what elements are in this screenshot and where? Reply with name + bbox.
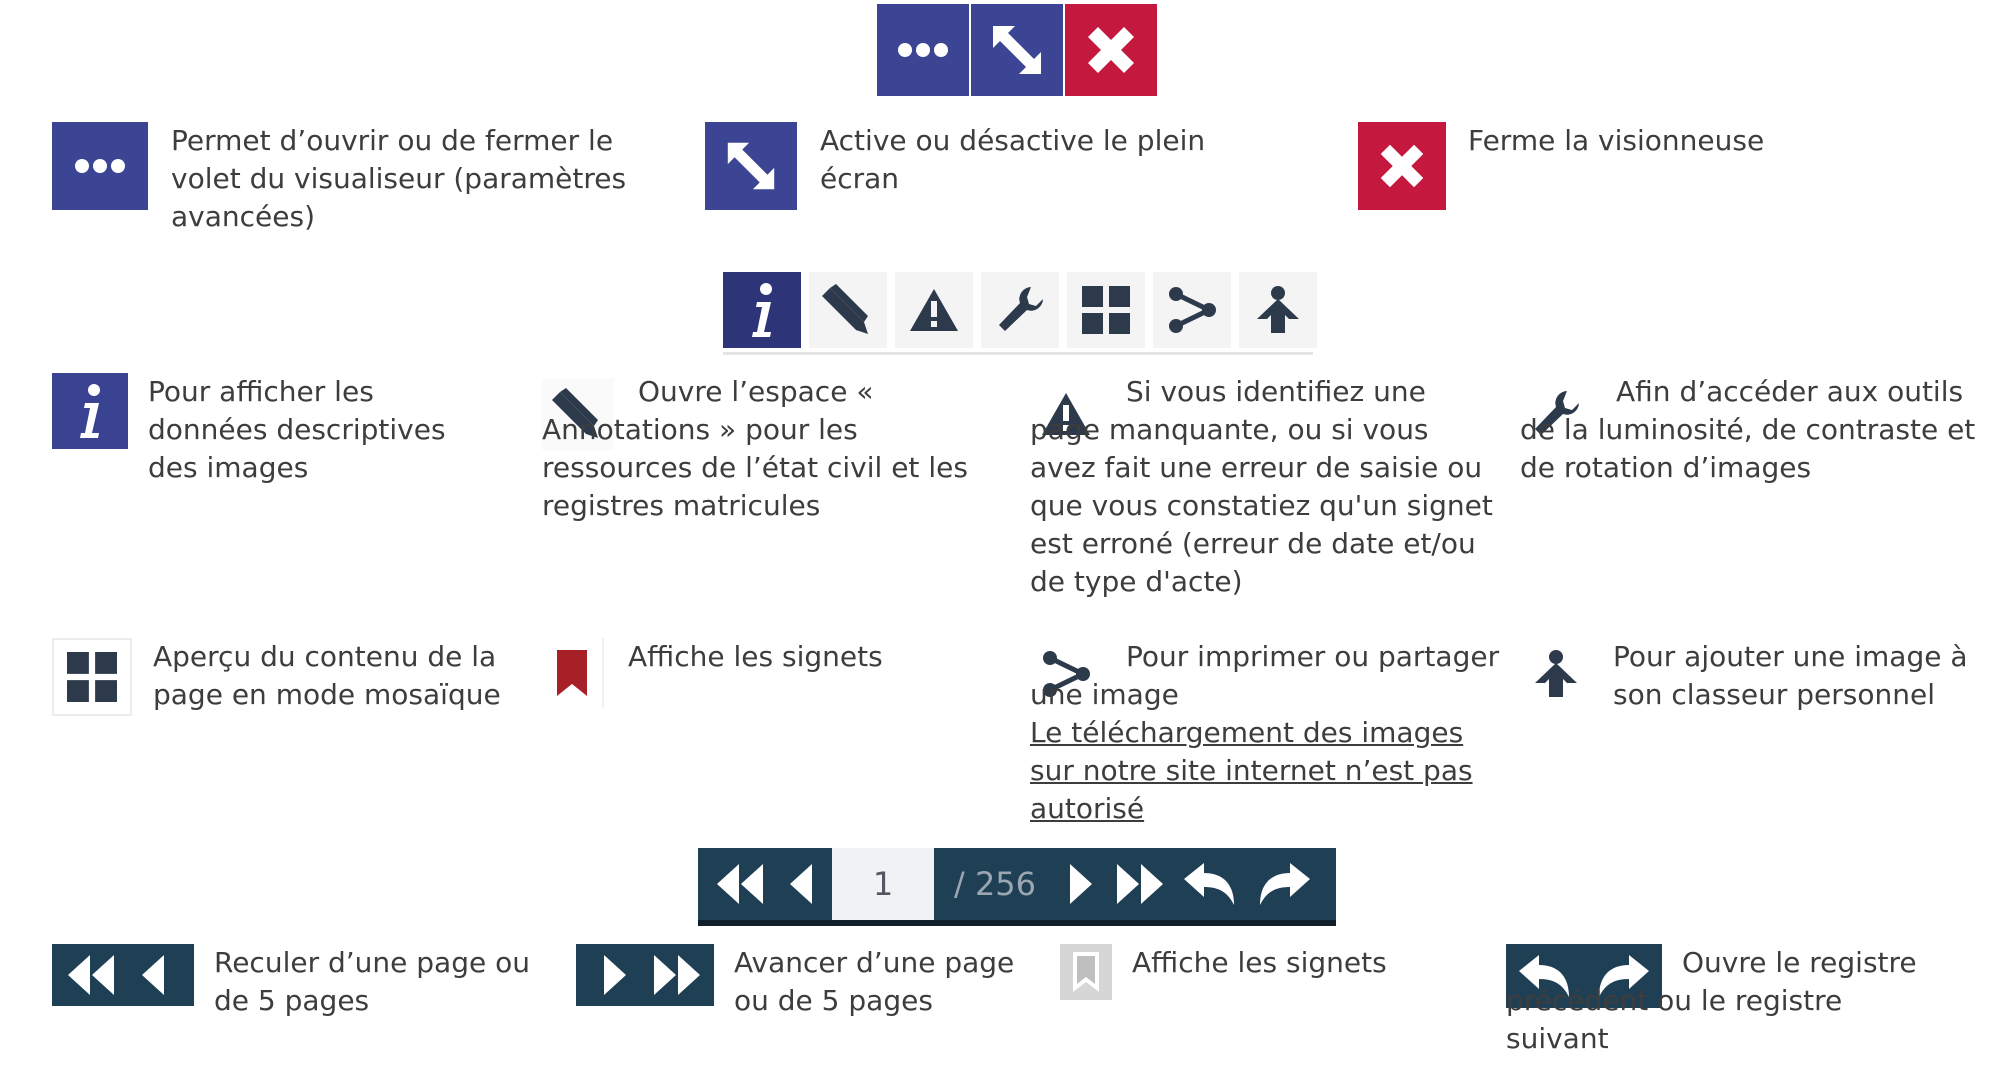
toolbar-annotations-button[interactable] xyxy=(809,272,891,348)
legend-forward-text: Avancer d’une page ou de 5 pages xyxy=(734,946,1015,1017)
page-total-label: / 256 xyxy=(953,865,1037,903)
toolbar-info-button[interactable] xyxy=(723,272,805,348)
warning-icon xyxy=(908,287,960,333)
toolbar-report-button[interactable] xyxy=(895,272,977,348)
middle-toolbar xyxy=(723,272,1313,355)
right-arrow-icon xyxy=(1070,864,1092,904)
nav-prev-button[interactable] xyxy=(776,848,826,920)
bookmark-outline-icon xyxy=(1073,952,1099,992)
legend-share-note: Le téléchargement des images sur notre site internet n’est pas autorisé xyxy=(1030,716,1473,825)
toolbar-folder-button[interactable] xyxy=(1239,272,1321,348)
legend-bookmark-text: Affiche les signets xyxy=(628,640,883,673)
legend-rewind-text: Reculer d’une page ou de 5 pages xyxy=(214,946,530,1017)
legend-fullscreen-text: Active ou désactive le plein écran xyxy=(820,124,1206,195)
expand-arrows-icon xyxy=(722,137,780,195)
toolbar-mosaic-button[interactable] xyxy=(1067,272,1149,348)
info-icon xyxy=(747,282,777,338)
legend-mosaic-text: Aperçu du contenu de la page en mode mosaïque xyxy=(153,640,501,711)
legend-bookmark-icon-box xyxy=(542,638,604,708)
redo-arrow-icon xyxy=(1260,863,1310,905)
legend-rewind-icon-box xyxy=(52,944,194,1006)
person-icon xyxy=(1531,649,1581,699)
legend-folder-text: Pour ajouter une image à son classeur personnel xyxy=(1613,640,1968,711)
info-icon xyxy=(75,383,105,439)
double-left-arrow-icon xyxy=(717,864,763,904)
ellipsis-icon xyxy=(74,158,126,174)
forward-icon xyxy=(590,955,700,995)
page-number-input[interactable]: 1 xyxy=(832,848,934,920)
close-icon xyxy=(1377,141,1427,191)
legend-fullscreen-icon-box xyxy=(705,122,797,210)
toolbar-tools-button[interactable] xyxy=(981,272,1063,348)
legend-annotations-text: Ouvre l’espace « Annotations » pour les ressources de l’état civil et les registres matricules xyxy=(542,375,968,522)
nav-first-button[interactable] xyxy=(710,848,770,920)
double-right-arrow-icon xyxy=(1117,864,1163,904)
undo-arrow-icon xyxy=(1184,863,1234,905)
legend-register-text: Ouvre le registre précédent ou le registre suivant xyxy=(1506,946,1917,1055)
legend-forward-icon-box xyxy=(576,944,714,1006)
legend-bookmark-outline-icon-box xyxy=(1060,944,1112,1000)
toolbar-share-button[interactable] xyxy=(1153,272,1235,348)
ellipsis-icon xyxy=(897,42,949,58)
person-icon xyxy=(1253,285,1303,335)
bookmark-icon xyxy=(557,650,587,696)
top-fullscreen-button[interactable] xyxy=(971,4,1063,96)
top-menu-button[interactable] xyxy=(877,4,969,96)
grid-icon xyxy=(67,652,117,702)
nav-last-button[interactable] xyxy=(1110,848,1170,920)
legend-close-icon-box xyxy=(1358,122,1446,210)
grid-icon xyxy=(1082,286,1130,334)
pencil-icon xyxy=(822,284,874,336)
legend-bookmark2-text: Affiche les signets xyxy=(1132,946,1387,979)
legend-report-text: Si vous identifiez une page manquante, ou si vous avez fait une erreur de saisie ou que vous constatiez qu'un signet est erroné (erreur de date et/ou de type d'acte) xyxy=(1030,375,1493,598)
legend-info-text: Pour afficher les données descriptives des images xyxy=(148,375,446,484)
legend-close-text: Ferme la visionneuse xyxy=(1468,124,1765,157)
legend-menu-text: Permet d’ouvrir ou de fermer le volet du visualiseur (paramètres avancées) xyxy=(171,124,627,233)
close-icon xyxy=(1084,23,1138,77)
legend-share-text: Pour imprimer ou partager une image xyxy=(1030,640,1500,711)
rewind-icon xyxy=(68,955,178,995)
nav-next-button[interactable] xyxy=(1056,848,1106,920)
nav-previous-register-button[interactable] xyxy=(1176,848,1242,920)
navigation-bar xyxy=(698,848,1336,926)
left-arrow-icon xyxy=(790,864,812,904)
top-close-button[interactable] xyxy=(1065,4,1157,96)
legend-info-icon-box xyxy=(52,373,128,449)
legend-person-icon-box xyxy=(1520,638,1592,710)
legend-menu-icon-box xyxy=(52,122,148,210)
legend-grid-icon-box xyxy=(52,638,132,716)
legend-tools-text: Afin d’accéder aux outils de la luminosité, de contraste et de rotation d’images xyxy=(1520,375,1976,484)
nav-next-register-button[interactable] xyxy=(1252,848,1318,920)
share-icon xyxy=(1167,285,1217,335)
wrench-icon xyxy=(995,285,1045,335)
expand-arrows-icon xyxy=(987,20,1047,80)
